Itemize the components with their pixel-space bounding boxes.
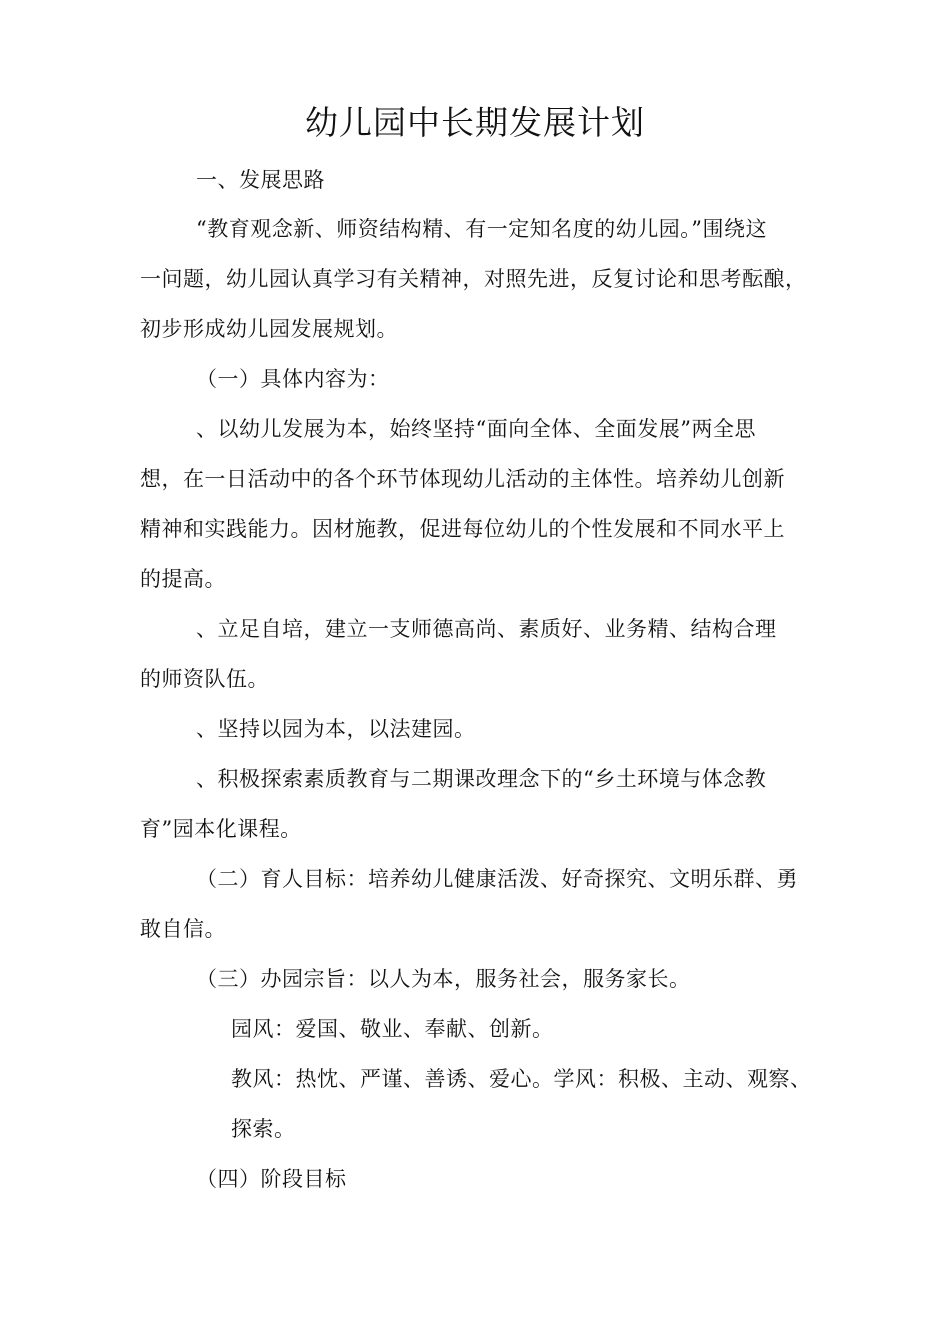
paragraph-line: 育”园本化课程。: [140, 817, 302, 841]
paragraph-line: 精神和实践能力。因材施教，促进每位幼儿的个性发展和不同水平上: [140, 517, 785, 541]
subsection-heading-content: （一）具体内容为：: [196, 367, 390, 391]
paragraph-line: 的提高。: [140, 567, 226, 591]
paragraph-line: 、以幼儿发展为本，始终坚持“面向全体、全面发展”两全思: [196, 417, 756, 441]
paragraph-line: 、积极探索素质教育与二期课改理念下的“乡土环境与体念教: [196, 767, 767, 791]
paragraph-line: 一问题，幼儿园认真学习有关精神，对照先进，反复讨论和思考酝酿，: [140, 267, 807, 291]
subsection-heading-education-goal: （二）育人目标：培养幼儿健康活泼、好奇探究、文明乐群、勇: [196, 867, 798, 891]
paragraph-line: 、坚持以园为本，以法建园。: [196, 717, 476, 741]
paragraph-line: “教育观念新、师资结构精、有一定知名度的幼儿园。”围绕这: [196, 217, 767, 241]
subsection-heading-stage-goals: （四）阶段目标: [196, 1167, 347, 1191]
paragraph-line: 探索。: [231, 1117, 296, 1141]
section-heading-development-ideas: 一、发展思路: [196, 168, 325, 192]
paragraph-line-school-style: 园风：爱国、敬业、奉献、创新。: [231, 1017, 554, 1041]
paragraph-line-teaching-style: 教风：热忱、严谨、善诱、爱心。学风：积极、主动、观察、: [231, 1067, 812, 1091]
document-title: 幼儿园中长期发展计划: [305, 103, 645, 142]
paragraph-line: 、立足自培，建立一支师德高尚、素质好、业务精、结构合理: [196, 617, 777, 641]
paragraph-line: 初步形成幼儿园发展规划。: [140, 317, 398, 341]
paragraph-line: 的师资队伍。: [140, 667, 269, 691]
subsection-heading-school-purpose: （三）办园宗旨：以人为本，服务社会，服务家长。: [196, 967, 691, 991]
paragraph-line: 想，在一日活动中的各个环节体现幼儿活动的主体性。培养幼儿创新: [140, 467, 785, 491]
paragraph-line: 敢自信。: [140, 917, 226, 941]
